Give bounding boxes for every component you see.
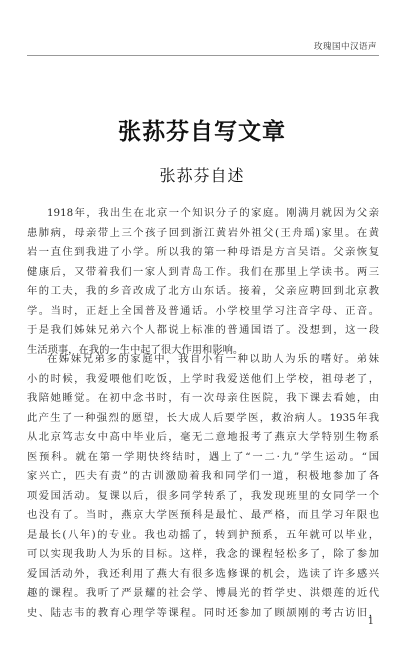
paragraph-line: 此产生了一种强烈的愿望，长大成人后要学医，救治病人。1935年我 — [27, 411, 379, 424]
paragraph-line: 1918年，我出生在北京一个知识分子的家庭。刚满月就因为父亲 — [47, 207, 379, 219]
paragraph-1 — [27, 204, 379, 360]
paragraph-line: 生活琐事，在我的一生中起了很大作用和影响。 — [27, 343, 244, 356]
paragraph-line: 是最长(八年)的专业。我也动摇了，转到护预系，五年就可以毕业， — [27, 528, 379, 541]
paragraph-line: 患肺病，母亲带上三个孩子回到浙江黄岩外祖父(王舟瑶)家里。在黄 — [27, 226, 379, 239]
paragraph-line: 可以实现我助人为乐的目标。这样，我念的课程轻松多了，除了参加 — [27, 548, 379, 560]
header-rule — [27, 55, 379, 56]
paragraph-line: 家兴亡，匹夫有责”的古训激励着我和同学们一道，积极地参加了各 — [27, 470, 379, 482]
page-title: 张荪芬自写文章 — [118, 118, 286, 145]
paragraph-line: 学。当时，正赶上全国普及普通话。小学校里学习注音字母、正音。 — [27, 304, 379, 317]
paragraph-2 — [27, 350, 379, 623]
paragraph-line: 岩一直住到我进了小学。所以我的第一种母语是方言吴语。父亲恢复 — [27, 246, 379, 258]
running-header: 玫瑰国中汉语声 — [313, 42, 377, 52]
paragraph-line: 趣的课程。我听了严景耀的社会学、博晨光的哲学史、洪煨莲的近代 — [27, 587, 379, 599]
page-subtitle: 张荪芬自述 — [159, 166, 245, 185]
paragraph-line: 小的时候，我爱喂他们吃饭，上学时我爱送他们上学校，祖母老了， — [27, 372, 379, 385]
paragraph-line: 史、陆志韦的教育心理学等课程。同时还参加了顾颉刚的考古访旧， — [27, 606, 379, 619]
page-number: 1 — [367, 616, 374, 627]
paragraph-line: 年的工夫，我的乡音改成了北方山东话。接着，父亲应聘回到北京教 — [27, 285, 379, 297]
paragraph-line: 健康后，又带着我们一家人到青岛工作。我们在那里上学读书。两三 — [27, 265, 379, 278]
paragraph-line: 爱国活动外，我还利用了燕大有很多选修课的机会，选读了许多感兴 — [27, 567, 379, 580]
paragraph-line: 医预科。就在第一学期快终结时，遇上了“一二·九”学生运动。“国 — [27, 450, 379, 463]
paragraph-line: 项爱国活动。复课以后，很多同学转系了，我发现班里的女同学一个 — [27, 489, 379, 502]
paragraph-line: 从北京笃志女中高中毕业后，毫无二意地报考了燕京大学特别生物系 — [27, 431, 379, 443]
paragraph-line: 于是我们姊妹兄弟六个人都说上标准的普通国语了。没想到，这一段 — [27, 324, 379, 336]
paragraph-line: 在姊妹兄弟多的家庭中，我自小有一种以助人为乐的嗜好。弟妹 — [47, 353, 379, 365]
paragraph-line: 也没有了。当时，燕京大学医预科是最忙、最严格，而且学习年限也 — [27, 509, 379, 521]
paragraph-line: 我陪她睡觉。在初中念书时，有一次母亲住医院，我下课去看她，由 — [27, 392, 379, 404]
